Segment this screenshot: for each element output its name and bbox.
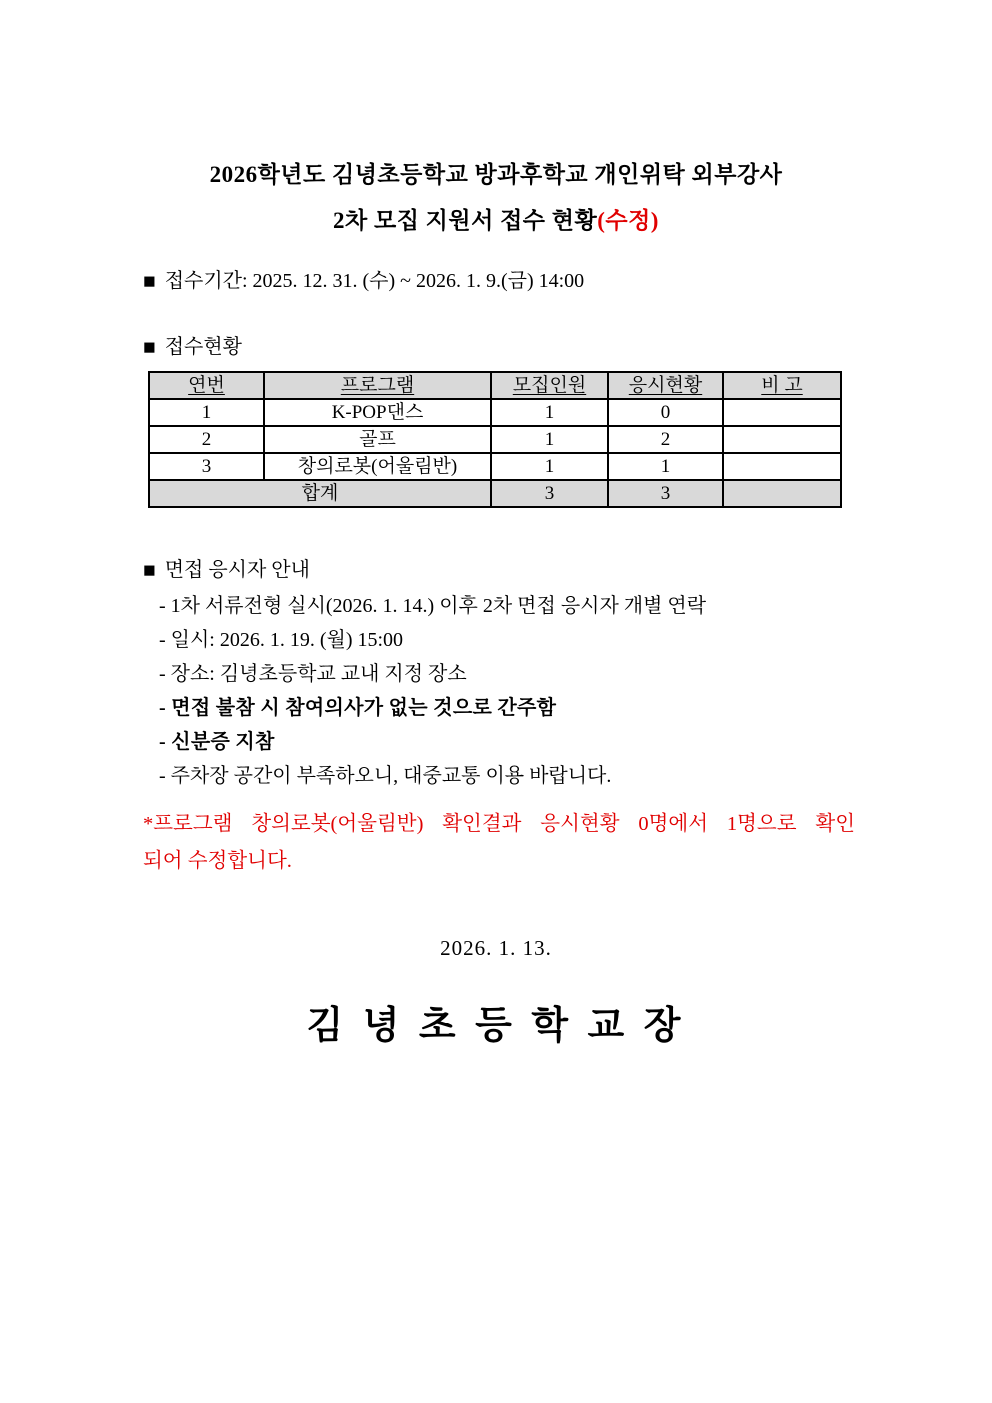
cell-no: 1 (149, 399, 264, 426)
cell-program: 골프 (264, 426, 491, 453)
cell-quota: 1 (491, 426, 608, 453)
square-bullet-icon: ■ (143, 335, 156, 359)
title-revision-tag: (수정) (597, 208, 659, 233)
total-label-cell: 합계 (149, 480, 491, 507)
table-row (149, 399, 841, 426)
cell-note (723, 453, 841, 480)
correction-note-line-2: 되어 수정합니다. (143, 850, 292, 872)
title-line-2-main: 2차 모집 지원서 접수 현황 (333, 208, 598, 233)
total-applied-cell: 3 (608, 480, 723, 507)
table-total-row (149, 480, 841, 507)
list-item: - 일시: 2026. 1. 19. (월) 15:00 (159, 629, 404, 651)
cell-quota: 1 (491, 453, 608, 480)
interview-guideline-list (159, 589, 862, 793)
list-item: - 장소: 김녕초등학교 교내 지정 장소 (159, 663, 467, 685)
cell-no: 3 (149, 453, 264, 480)
cell-program: K-POP댄스 (264, 399, 491, 426)
document-date: 2026. 1. 13. (440, 936, 552, 960)
cell-program: 창의로봇(어울림반) (264, 453, 491, 480)
title-line-1: 2026학년도 김녕초등학교 방과후학교 개인위탁 외부강사 (209, 162, 783, 187)
total-quota-cell: 3 (491, 480, 608, 507)
cell-applied: 1 (608, 453, 723, 480)
principal-signature: 김 녕 초 등 학 교 장 (306, 1005, 686, 1047)
square-bullet-icon: ■ (143, 269, 156, 293)
correction-note (143, 806, 855, 880)
total-note-cell (723, 480, 841, 507)
header-cell-quota: 모집인원 (491, 372, 608, 399)
cell-quota: 1 (491, 399, 608, 426)
interview-heading-text: 면접 응시자 안내 (164, 559, 310, 581)
list-item: - 주차장 공간이 부족하오니, 대중교통 이용 바랍니다. (159, 765, 612, 787)
list-item: - 1차 서류전형 실시(2026. 1. 14.) 이후 2차 면접 응시자 개별 연락 (159, 595, 707, 617)
square-bullet-icon: ■ (143, 558, 156, 582)
table-row (149, 453, 841, 480)
header-cell-program: 프로그램 (264, 372, 491, 399)
cell-note (723, 399, 841, 426)
reception-period-text: 접수기간: 2025. 12. 31. (수) ~ 2026. 1. 9.(금) 14:00 (164, 270, 585, 292)
table-row (149, 426, 841, 453)
header-cell-applied: 응시현황 (608, 372, 723, 399)
list-item: - 면접 불참 시 참여의사가 없는 것으로 간주함 (159, 697, 557, 719)
document-title (0, 152, 992, 244)
correction-note-line-1: *프로그램 창의로봇(어울림반) 확인결과 응시현황 0명에서 1명으로 확인 (143, 813, 855, 835)
status-heading-text: 접수현황 (164, 336, 242, 358)
reception-period-line (143, 266, 584, 296)
table-header-row (149, 372, 841, 399)
cell-no: 2 (149, 426, 264, 453)
list-item: - 신분증 지참 (159, 731, 275, 753)
header-cell-note: 비 고 (723, 372, 841, 399)
application-status-table (148, 371, 842, 508)
cell-applied: 2 (608, 426, 723, 453)
status-section-heading (143, 332, 242, 362)
cell-applied: 0 (608, 399, 723, 426)
cell-note (723, 426, 841, 453)
header-cell-no: 연번 (149, 372, 264, 399)
title-line-2 (0, 198, 992, 244)
interview-section-heading (143, 555, 310, 585)
